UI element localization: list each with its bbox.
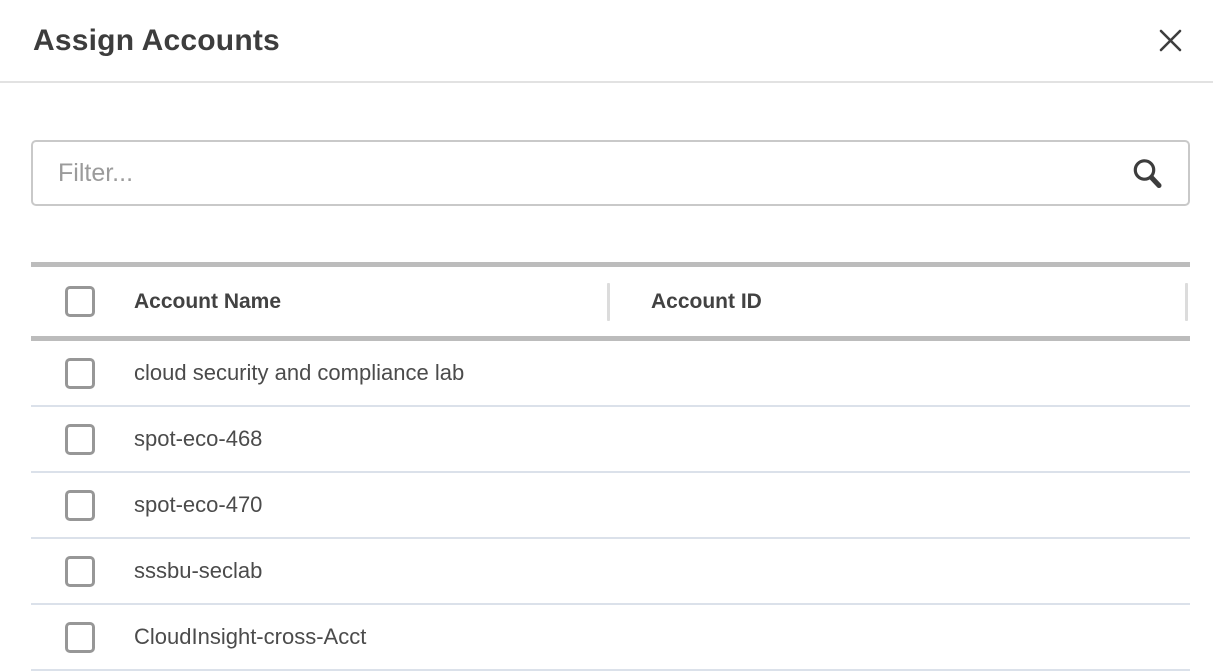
table-row[interactable]	[31, 539, 1190, 605]
accounts-table	[31, 262, 1190, 671]
row-checkbox[interactable]	[65, 424, 95, 455]
table-row[interactable]	[31, 407, 1190, 473]
account-name-cell: cloud security and compliance lab	[134, 360, 465, 385]
row-checkbox[interactable]	[65, 622, 95, 653]
page-title: Assign Accounts	[33, 23, 280, 57]
close-button[interactable]	[1155, 25, 1186, 56]
search-button[interactable]	[1132, 158, 1162, 189]
table-row[interactable]	[31, 473, 1190, 539]
account-name-cell: CloudInsight-cross-Acct	[134, 624, 367, 649]
column-divider	[1185, 283, 1188, 321]
filter-input[interactable]	[31, 140, 1190, 206]
row-checkbox[interactable]	[65, 358, 95, 389]
select-all-checkbox[interactable]	[65, 286, 95, 317]
account-name-cell: spot-eco-470	[134, 492, 263, 517]
select-all-cell	[31, 286, 134, 317]
table-row[interactable]	[31, 341, 1190, 407]
modal-header	[0, 0, 1213, 83]
column-header-account-id[interactable]: Account ID	[651, 289, 762, 313]
table-row[interactable]	[31, 605, 1190, 671]
row-checkbox[interactable]	[65, 556, 95, 587]
column-header-account-name[interactable]: Account Name	[134, 289, 282, 313]
row-checkbox[interactable]	[65, 490, 95, 521]
filter-bar	[31, 140, 1190, 206]
account-name-cell: sssbu-seclab	[134, 558, 263, 583]
close-icon	[1159, 29, 1182, 52]
table-header-row	[31, 262, 1190, 341]
search-icon	[1132, 158, 1162, 189]
account-name-cell: spot-eco-468	[134, 426, 263, 451]
